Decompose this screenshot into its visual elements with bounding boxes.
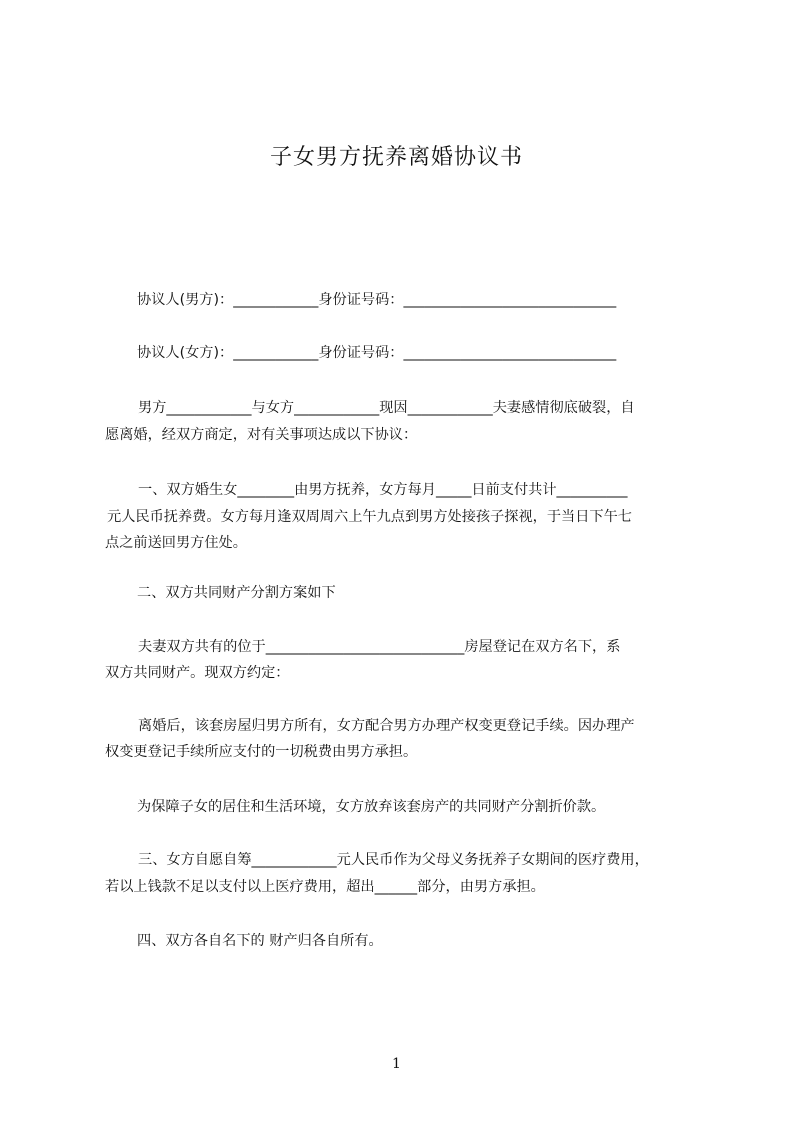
page-number: 1 — [392, 1056, 401, 1072]
clause-3-line-1: 三、女方自愿自筹____________元人民币作为父母义务抚养子女期间的医疗费用， — [138, 852, 649, 868]
clause-1-line-1: 一、双方婚生女________由男方抚养，女方每月_____日前支付共计__________ — [138, 482, 628, 498]
clause-2-paragraph-3: 为保障子女的居住和生活环境，女方放弃该套房产的共同财产分割折价款。 — [137, 799, 606, 815]
clause-2-heading: 二、双方共同财产分割方案如下 — [137, 585, 336, 601]
clause-1-line-2: 元人民币抚养费。女方每月逢双周周六上午九点到男方处接孩子探视，于当日下午七 — [107, 509, 632, 525]
intro-line-1: 男方____________与女方____________现因____________夫妻感情彻底破裂，自 — [138, 400, 635, 416]
intro-line-2: 愿离婚，经双方商定，对有关事项达成以下协议： — [105, 427, 418, 443]
clause-2-paragraph-1-line-2: 双方共同财产。现双方约定： — [105, 665, 290, 681]
document-title: 子女男方抚养离婚协议书 — [269, 145, 523, 170]
clause-2-paragraph-1-line-1: 夫妻双方共有的位于____________________________房屋登记在双方名下，系 — [138, 639, 621, 655]
clause-2-paragraph-2-line-1: 离婚后，该套房屋归男方所有，女方配合男方办理产权变更登记手续。因办理产 — [138, 718, 635, 734]
party-female-line: 协议人(女方)：____________身份证号码：______________________________ — [137, 345, 617, 361]
clause-1-line-3: 点之前送回男方住处。 — [105, 535, 247, 551]
clause-3-line-2: 若以上钱款不足以支付以上医疗费用，超出______部分，由男方承担。 — [105, 879, 545, 895]
party-male-line: 协议人(男方)：____________身份证号码：______________________________ — [137, 292, 617, 308]
clause-2-paragraph-2-line-2: 权变更登记手续所应支付的一切税费由男方承担。 — [105, 744, 418, 760]
clause-4: 四、双方各自名下的 财产归各自所有。 — [137, 933, 383, 949]
